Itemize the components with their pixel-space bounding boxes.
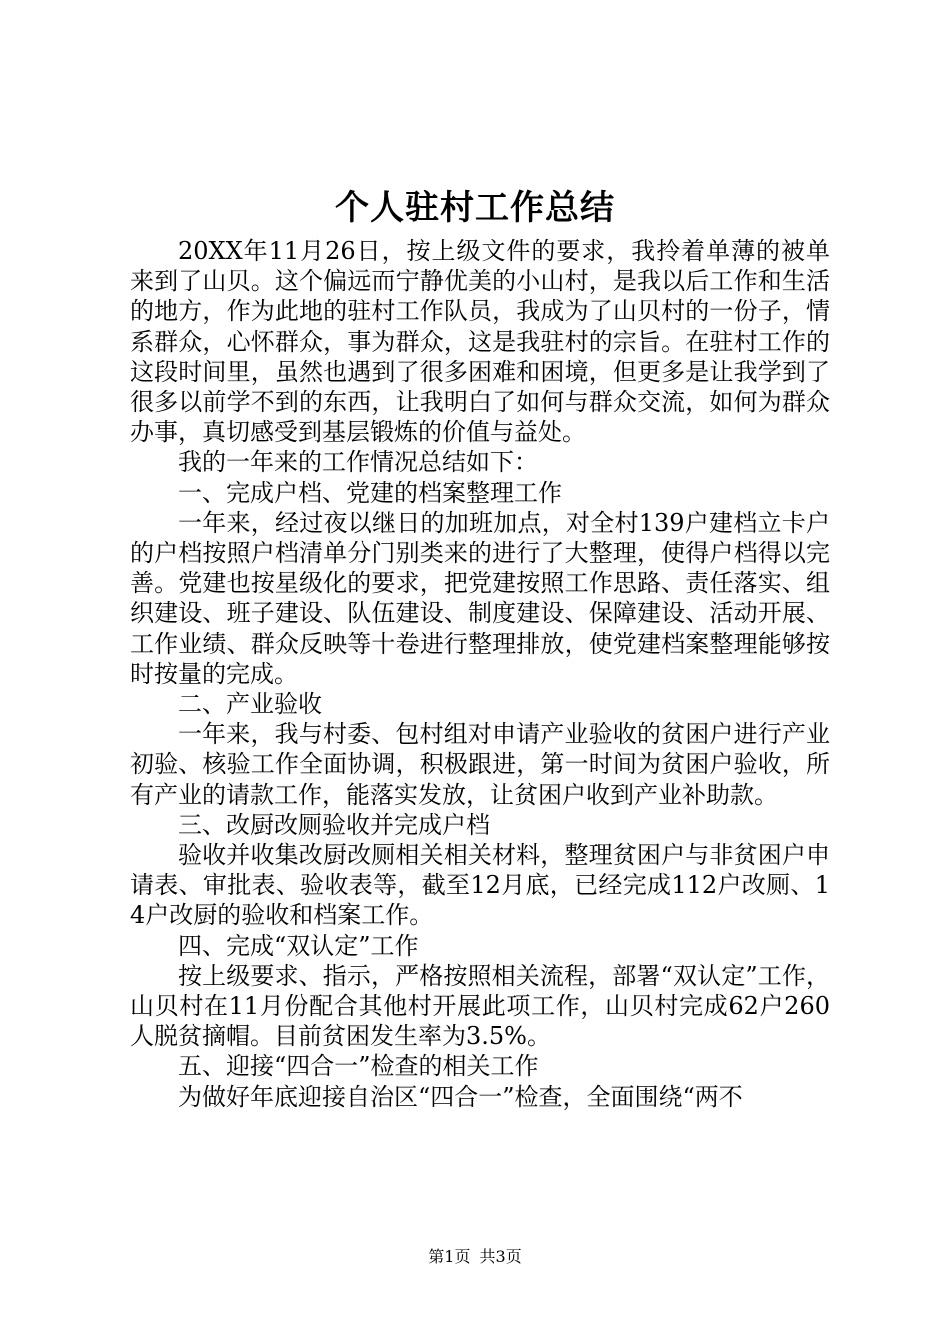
section-paragraph-5: 为做好年底迎接自治区“四合一”检查，全面围绕“两不	[178, 1082, 743, 1111]
page-number: 第1页	[428, 1247, 471, 1266]
section-paragraph-1: 一年来，经过夜以继日的加班加点，对全村139户建档立卡户的户档按照户档清单分门别类来的进行了大整理，使得户档得以完善。党建也按星级化的要求，把党建按照工作思路、责任落实、组织建设、班子建设、队伍建设、制度建设、保障建设、活动开展、工作业绩、群众反映等十卷进行整理排放，使党建档案整理能够按时按量的完成。	[130, 508, 830, 688]
section-paragraph-4: 按上级要求、指示，严格按照相关流程，部署“双认定”工作，山贝村在11月份配合其他村开展此项工作，山贝村完成62户260人脱贫摘帽。目前贫困发生率为3.5%。	[130, 961, 830, 1051]
document-body	[130, 236, 830, 1112]
section-heading-4: 四、完成“双认定”工作	[178, 931, 419, 960]
summary-lead: 我的一年来的工作情况总结如下：	[178, 448, 538, 477]
section-heading-1: 一、完成户档、党建的档案整理工作	[178, 478, 562, 507]
section-heading-5: 五、迎接“四合一”检查的相关工作	[178, 1052, 539, 1081]
section-heading-2: 二、产业验收	[178, 690, 322, 719]
page-footer	[0, 1246, 950, 1268]
section-paragraph-3: 验收并收集改厨改厕相关相关材料，整理贫困户与非贫困户申请表、审批表、验收表等，截至12月底，已经完成112户改厕、14户改厨的验收和档案工作。	[130, 841, 830, 930]
section-paragraph-2: 一年来，我与村委、包村组对申请产业验收的贫困户进行产业初验、核验工作全面协调，积极跟进，第一时间为贫困户验收，所有产业的请款工作，能落实发放，让贫困户收到产业补助款。	[130, 720, 830, 809]
document-title: 个人驻村工作总结	[335, 188, 615, 228]
intro-paragraph: 20XX年11月26日，按上级文件的要求，我拎着单薄的被单来到了山贝。这个偏远而宁静优美的小山村，是我以后工作和生活的地方，作为此地的驻村工作队员，我成为了山贝村的一份子，情系群众，心怀群众，事为群众，这是我驻村的宗旨。在驻村工作的这段时间里，虽然也遇到了很多困难和困境，但更多是让我学到了很多以前学不到的东西，让我明白了如何与群众交流，如何为群众办事，真切感受到基层锻炼的价值与益处。	[130, 237, 830, 447]
section-heading-3: 三、改厨改厕验收并完成户档	[178, 810, 490, 839]
page-total: 共3页	[479, 1247, 522, 1266]
